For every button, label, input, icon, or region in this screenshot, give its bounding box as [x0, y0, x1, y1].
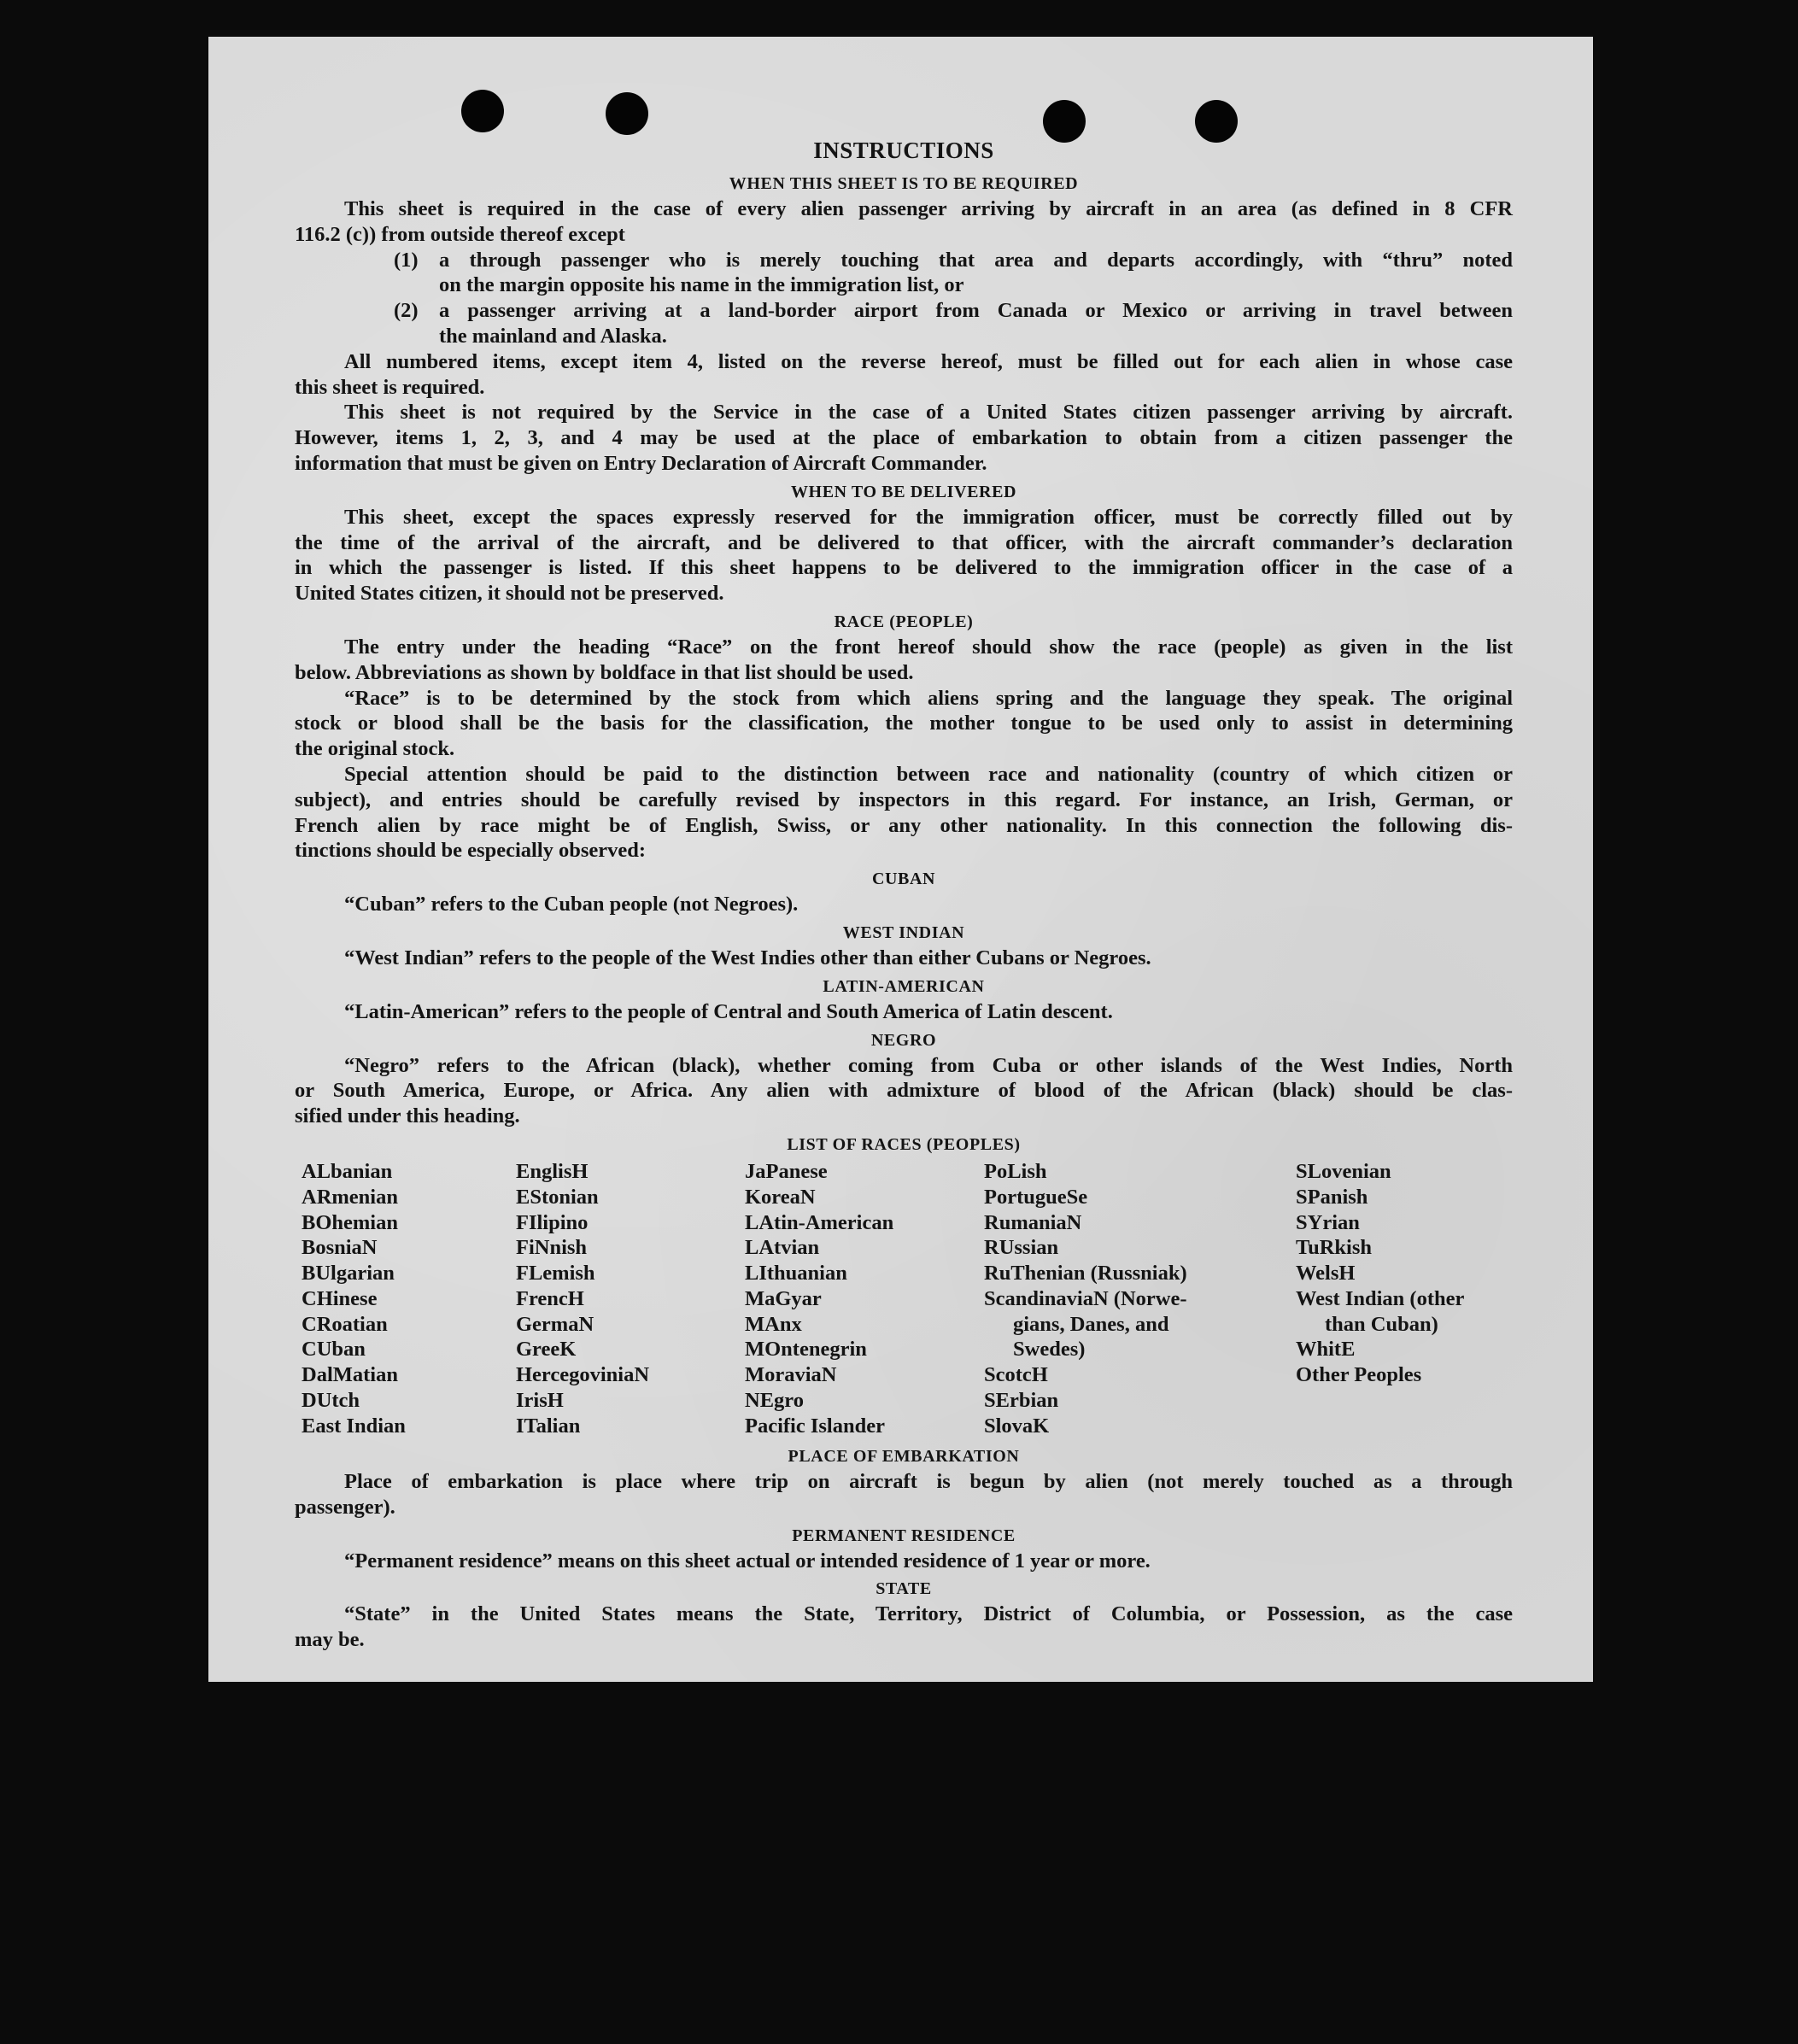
section-heading: RACE (PEOPLE) — [834, 612, 974, 631]
race-entry: FiNnish — [516, 1236, 588, 1260]
paragraph — [295, 1469, 1513, 1520]
race-entry: ARmenian — [302, 1185, 398, 1209]
section — [295, 1028, 1513, 1129]
text-line: a through passenger who is merely touching that area and departs accordingly, with “thru” noted — [439, 248, 1513, 272]
text-line: Place of embarkation is place where trip on aircraft is begun by alien (not merely touched as a through — [344, 1469, 1513, 1493]
race-entry: ALbanian — [302, 1159, 393, 1183]
text-line: may be. — [295, 1628, 365, 1652]
section-heading: PLACE OF EMBARKATION — [788, 1446, 1020, 1466]
race-entry: MAnx — [745, 1312, 802, 1336]
race-entry: LAtin-American — [745, 1210, 894, 1234]
paragraph — [295, 892, 1513, 917]
paragraph — [295, 349, 1513, 401]
section — [295, 866, 1513, 917]
race-entry: GreeK — [516, 1338, 577, 1362]
race-entry: SLovenian — [1296, 1159, 1391, 1183]
race-entry: HercegoviniaN — [516, 1363, 650, 1387]
text-line: The entry under the heading “Race” on the front hereof should show the race (people) as given in the list — [344, 635, 1513, 659]
text-line: “State” in the United States means the State, Territory, District of Columbia, or Possession, as the case — [344, 1602, 1513, 1626]
race-entry: ScandinaviaN (Norwe- gians, Danes, and Swedes) — [984, 1286, 1187, 1362]
text-line: However, items 1, 2, 3, and 4 may be used at the place of embarkation to obtain from a citizen passenger the — [295, 426, 1513, 450]
text-line: sified under this heading. — [295, 1104, 520, 1128]
paragraph — [295, 505, 1513, 606]
race-entry: RUssian — [984, 1236, 1059, 1260]
race-column — [745, 1159, 893, 1439]
section-heading: WHEN THIS SHEET IS TO BE REQUIRED — [729, 174, 1079, 193]
race-entry: KoreaN — [745, 1185, 816, 1209]
section-heading: NEGRO — [870, 1030, 937, 1050]
paragraph — [295, 686, 1513, 762]
race-entry: Pacific Islander — [745, 1414, 885, 1438]
text-line: “West Indian” refers to the people of the West Indies other than either Cubans or Negroes. — [344, 946, 1151, 969]
race-entry: SYrian — [1296, 1210, 1360, 1234]
item-number: (1) — [394, 248, 419, 272]
section-heading: PERMANENT RESIDENCE — [792, 1526, 1016, 1545]
text-line: This sheet is required in the case of every alien passenger arriving by aircraft in an area (as defined in 8 CFR — [344, 197, 1513, 220]
race-entry: GermaN — [516, 1312, 594, 1336]
text-line: a passenger arriving at a land-border airport from Canada or Mexico or arriving in travel between — [439, 299, 1513, 323]
race-entry: ITalian — [516, 1414, 581, 1438]
section-heading: CUBAN — [871, 870, 936, 889]
text-line: the mainland and Alaska. — [439, 324, 667, 348]
race-entry: BosniaN — [302, 1236, 378, 1260]
race-column — [1296, 1159, 1464, 1388]
race-column — [984, 1159, 1187, 1439]
text-line: “Race” is to be determined by the stock from which aliens spring and the language they speak. The original — [344, 686, 1513, 710]
race-entry: MoraviaN — [745, 1363, 837, 1387]
paragraph — [295, 635, 1513, 686]
text-line: “Negro” refers to the African (black), whether coming from Cuba or other islands of the West Indies, North — [344, 1053, 1513, 1077]
section — [295, 609, 1513, 864]
text-line: Special attention should be paid to the distinction between race and nationality (country of which citizen or — [344, 762, 1513, 786]
section — [295, 1444, 1513, 1520]
section — [295, 1576, 1513, 1653]
section — [295, 1523, 1513, 1574]
race-entry: SlovaK — [984, 1414, 1050, 1438]
race-entry: WhitE — [1296, 1338, 1356, 1362]
race-entry: CUban — [302, 1338, 366, 1362]
section — [295, 974, 1513, 1025]
race-entry: NEgro — [745, 1389, 804, 1413]
text-line: “Permanent residence” means on this sheet actual or intended residence of 1 year or more. — [344, 1549, 1151, 1573]
race-entry: PortugueSe — [984, 1185, 1088, 1209]
paragraph — [295, 762, 1513, 864]
race-entry: SPanish — [1296, 1185, 1368, 1209]
instructions-body — [295, 132, 1513, 1653]
race-entry: ScotcH — [984, 1363, 1048, 1387]
race-entry: IrisH — [516, 1389, 564, 1413]
race-entry: LAtvian — [745, 1236, 820, 1260]
race-entry: CRoatian — [302, 1312, 388, 1336]
race-entry: RuThenian (Russniak) — [984, 1262, 1187, 1286]
race-entry: Other Peoples — [1296, 1363, 1422, 1387]
punch-hole — [606, 92, 648, 135]
text-line: “Cuban” refers to the Cuban people (not Negroes). — [344, 893, 799, 917]
paragraph — [295, 1549, 1513, 1574]
text-line: This sheet, except the spaces expressly reserved for the immigration officer, must be correctly filled out by — [344, 505, 1513, 529]
race-entry: BOhemian — [302, 1210, 398, 1234]
text-line: below. Abbreviations as shown by boldface in that list should be used. — [295, 660, 914, 684]
list-item — [295, 248, 1513, 299]
section-heading: WEST INDIAN — [842, 922, 965, 942]
race-entry: PoLish — [984, 1159, 1047, 1183]
race-entry: FrencH — [516, 1286, 584, 1310]
document-page — [208, 37, 1593, 1682]
text-line: or South America, Europe, or Africa. Any alien with admixture of blood of the African (black) should be clas- — [295, 1079, 1513, 1103]
text-line: the time of the arrival of the aircraft, and be delivered to that officer, with the aircraft commander’s declaration — [295, 530, 1513, 554]
paragraph — [295, 400, 1513, 476]
section — [295, 920, 1513, 971]
paragraph — [295, 196, 1513, 248]
section-heading: LIST OF RACES (PEOPLES) — [787, 1134, 1021, 1154]
paragraph — [295, 946, 1513, 971]
race-entry: TuRkish — [1296, 1236, 1373, 1260]
race-entry: JaPanese — [745, 1159, 828, 1183]
race-entry: DUtch — [302, 1389, 360, 1413]
text-line: All numbered items, except item 4, listed on the reverse hereof, must be filled out for each alien in whose case — [344, 349, 1513, 373]
text-line: in which the passenger is listed. If this sheet happens to be delivered to the immigration officer in the case of a — [295, 556, 1513, 580]
race-entry: MOntenegrin — [745, 1338, 867, 1362]
paragraph — [295, 1602, 1513, 1653]
race-entry: RumaniaN — [984, 1210, 1082, 1234]
race-entry: EStonian — [516, 1185, 599, 1209]
section — [295, 479, 1513, 606]
race-entry: East Indian — [302, 1414, 406, 1438]
race-entry: SErbian — [984, 1389, 1059, 1413]
race-entry: BUlgarian — [302, 1262, 395, 1286]
section-heading: LATIN-AMERICAN — [823, 976, 985, 996]
text-line: subject), and entries should be carefully revised by inspectors in this regard. For instance, an Irish, German, or — [295, 788, 1513, 811]
race-entry: FLemish — [516, 1262, 595, 1286]
race-entry: FIlipino — [516, 1210, 589, 1234]
text-line: this sheet is required. — [295, 375, 485, 399]
race-entry: WelsH — [1296, 1262, 1356, 1286]
text-line: French alien by race might be of English, Swiss, or any other nationality. In this connection the following dis- — [295, 813, 1513, 837]
text-line: on the margin opposite his name in the immigration list, or — [439, 273, 964, 297]
text-line: passenger). — [295, 1495, 395, 1519]
race-entry: EnglisH — [516, 1159, 589, 1183]
race-list — [295, 1159, 1513, 1441]
punch-hole — [461, 90, 504, 132]
race-entry: MaGyar — [745, 1286, 822, 1310]
section-heading: WHEN TO BE DELIVERED — [790, 482, 1017, 501]
text-line: information that must be given on Entry Declaration of Aircraft Commander. — [295, 451, 987, 475]
section — [295, 171, 1513, 477]
list-item — [295, 298, 1513, 349]
text-line: This sheet is not required by the Service in the case of a United States citizen passenger arriving by aircraft. — [344, 401, 1513, 425]
text-line: United States citizen, it should not be preserved. — [295, 582, 724, 606]
race-column — [516, 1159, 649, 1439]
page-title: INSTRUCTIONS — [813, 138, 994, 163]
text-line: tinctions should be especially observed: — [295, 839, 647, 863]
race-entry: DalMatian — [302, 1363, 398, 1387]
race-column — [302, 1159, 406, 1439]
paragraph — [295, 1053, 1513, 1129]
race-entry: LIthuanian — [745, 1262, 847, 1286]
section-heading: STATE — [876, 1579, 932, 1599]
text-line: 116.2 (c)) from outside thereof except — [295, 222, 625, 246]
race-entry: CHinese — [302, 1286, 378, 1310]
paragraph — [295, 999, 1513, 1025]
text-line: stock or blood shall be the basis for the classification, the mother tongue to be used only to assist in determining — [295, 712, 1513, 735]
race-entry: West Indian (other than Cuban) — [1296, 1286, 1465, 1336]
text-line: “Latin-American” refers to the people of Central and South America of Latin descent. — [344, 999, 1113, 1023]
text-line: the original stock. — [295, 737, 455, 761]
item-number: (2) — [394, 299, 419, 323]
